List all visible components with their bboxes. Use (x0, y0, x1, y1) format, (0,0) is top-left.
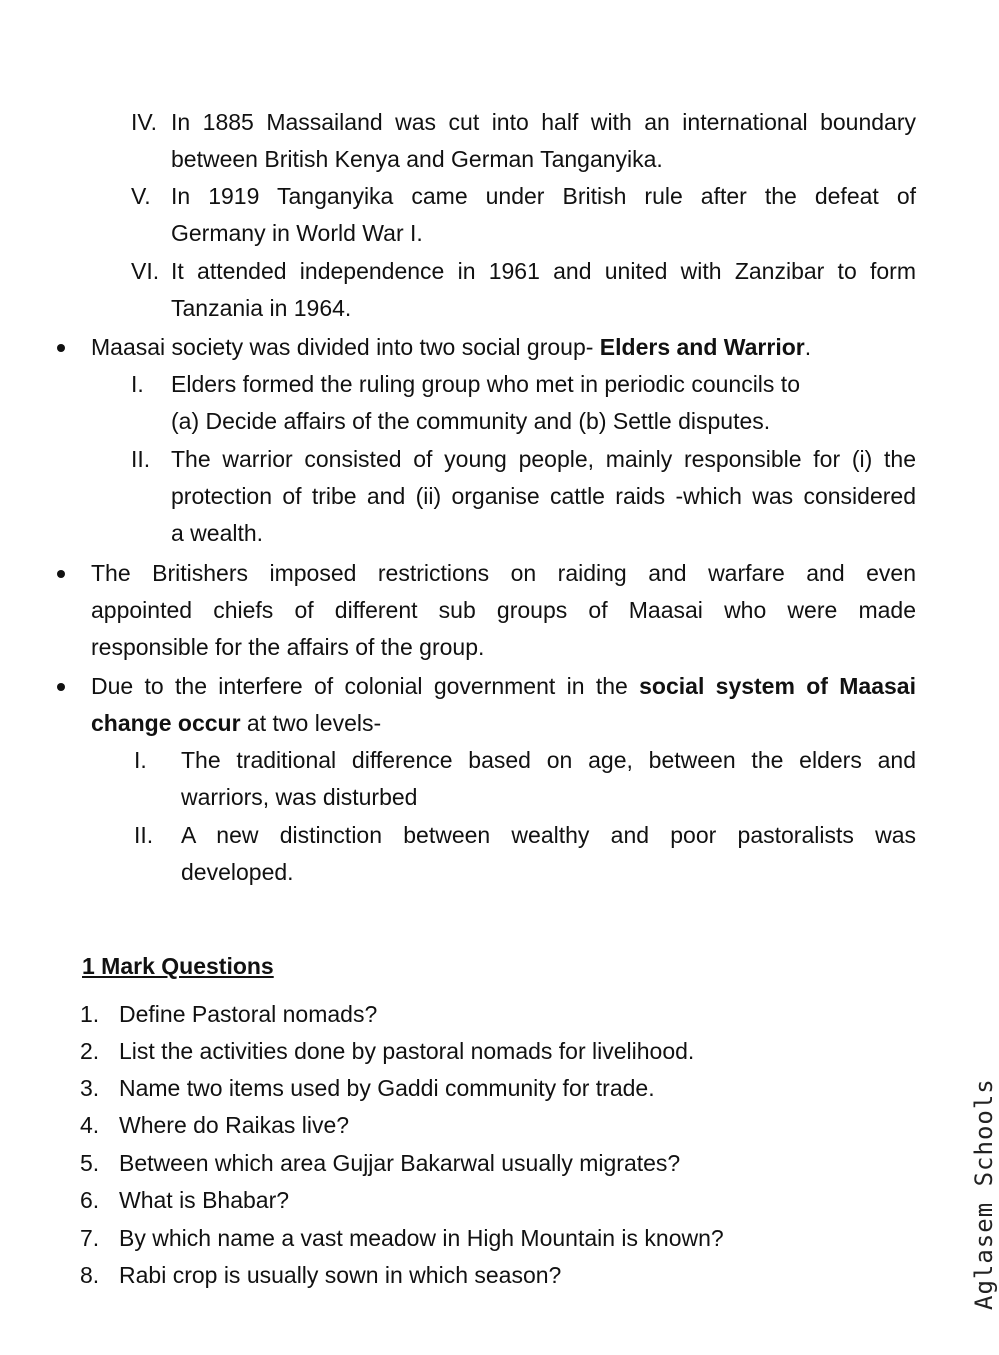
list-item-line: A new distinction between wealthy and poor pastoralists was (181, 822, 916, 848)
roman-numeral: II. (131, 446, 151, 472)
question-number: 3. (80, 1075, 100, 1101)
bullet-text: appointed chiefs of different sub groups of Maasai who were made (91, 597, 916, 623)
list-item-line: In 1919 Tanganyika came under British rule after the defeat of (171, 183, 916, 209)
bullet-text (91, 668, 916, 705)
bullet-text: The Britishers imposed restrictions on raiding and warfare and even (91, 560, 916, 586)
roman-numeral: I. (134, 747, 147, 773)
bullet-text-plain: Maasai society was divided into two social group- (91, 334, 600, 360)
list-item-line: between British Kenya and German Tanganyika. (171, 146, 663, 172)
list-item-line: protection of tribe and (ii) organise cattle raids -which was considered (171, 483, 916, 509)
question-number: 7. (80, 1225, 100, 1251)
roman-numeral: II. (134, 822, 154, 848)
question-number: 5. (80, 1150, 100, 1176)
bullet-text: responsible for the affairs of the group. (91, 634, 485, 660)
question-text: Define Pastoral nomads? (119, 1001, 378, 1027)
bullet-icon (57, 683, 65, 691)
bullet-text-bold: change occur (91, 710, 241, 736)
list-item-line: Tanzania in 1964. (171, 295, 352, 321)
list-item-line: It attended independence in 1961 and united with Zanzibar to form (171, 258, 916, 284)
bullet-text-bold: social system of Maasai (639, 673, 916, 699)
section-heading: 1 Mark Questions (82, 953, 274, 979)
list-item-line: (a) Decide affairs of the community and (b) Settle disputes. (171, 408, 771, 434)
list-item-line: In 1885 Massailand was cut into half with an international boundary (171, 109, 916, 135)
bullet-text-bold: Elders and Warrior (599, 334, 805, 360)
bullet-text-plain: at two levels- (240, 710, 382, 736)
question-number: 2. (80, 1038, 100, 1064)
bullet-icon (57, 570, 65, 578)
roman-numeral: I. (131, 371, 144, 397)
roman-numeral: IV. (131, 109, 158, 135)
roman-numeral: V. (131, 183, 151, 209)
watermark: Aglasem Schools (970, 1078, 998, 1310)
list-item-line: a wealth. (171, 520, 264, 546)
question-text: Rabi crop is usually sown in which season? (119, 1262, 562, 1288)
question-number: 6. (80, 1187, 100, 1213)
list-item-line: Elders formed the ruling group who met in periodic councils to (171, 371, 800, 397)
question-text: Name two items used by Gaddi community for trade. (119, 1075, 655, 1101)
question-text: Between which area Gujjar Bakarwal usually migrates? (119, 1150, 681, 1176)
list-item-line: warriors, was disturbed (181, 784, 418, 810)
list-item-line: The traditional difference based on age, between the elders and (181, 747, 916, 773)
list-item-line: Germany in World War I. (171, 220, 423, 246)
list-item-line: The warrior consisted of young people, mainly responsible for (i) the (171, 446, 916, 472)
question-number: 4. (80, 1112, 100, 1138)
bullet-text (91, 705, 381, 742)
question-text: Where do Raikas live? (119, 1112, 350, 1138)
bullet-text-end: . (804, 334, 812, 360)
question-text: List the activities done by pastoral nomads for livelihood. (119, 1038, 695, 1064)
bullet-text (91, 329, 811, 366)
question-number: 1. (80, 1001, 100, 1027)
question-number: 8. (80, 1262, 100, 1288)
list-item-line: developed. (181, 859, 294, 885)
roman-numeral: VI. (131, 258, 160, 284)
bullet-icon (57, 344, 65, 352)
question-text: What is Bhabar? (119, 1187, 290, 1213)
question-text: By which name a vast meadow in High Mountain is known? (119, 1225, 724, 1251)
bullet-text-plain: Due to the interfere of colonial government in the (91, 673, 640, 699)
